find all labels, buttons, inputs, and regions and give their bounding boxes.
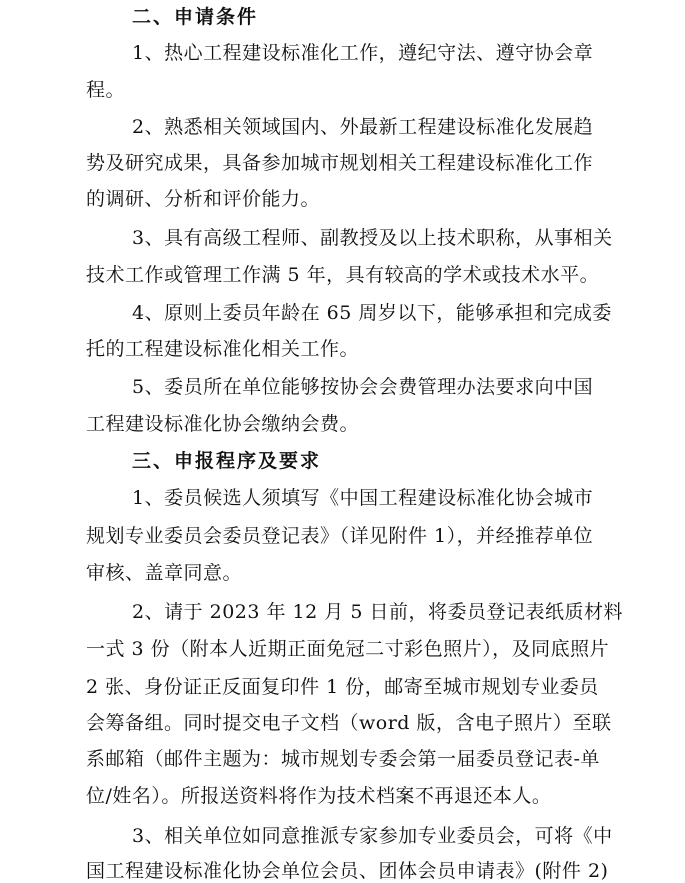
paragraph-line: 3、具有高级工程师、副教授及以上技术职称，从事相关 (132, 227, 613, 249)
paragraph-line: 2 张、身份证正反面复印件 1 份，邮寄至城市规划专业委员 (86, 676, 599, 698)
paragraph-line: 托的工程建设标准化相关工作。 (86, 338, 360, 360)
paragraph-line: 技术工作或管理工作满 5 年，具有较高的学术或技术水平。 (86, 264, 600, 286)
paragraph-line: 审核、盖章同意。 (86, 562, 243, 584)
paragraph-line: 1、委员候选人须填写《中国工程建设标准化协会城市 (132, 487, 594, 509)
paragraph-line: 3、相关单位如同意推派专家参加专业委员会，可将《中 (132, 825, 613, 847)
paragraph-line: 程。 (86, 79, 126, 101)
paragraph-line: 系邮箱（邮件主题为：城市规划专委会第一届委员登记表-单 (86, 748, 600, 770)
section-heading-conditions: 二、申请条件 (132, 6, 259, 28)
paragraph-line: 规划专业委员会委员登记表》（详见附件 1），并经推荐单位 (86, 525, 594, 547)
section-heading-procedure: 三、申报程序及要求 (132, 450, 322, 472)
paragraph-line: 国工程建设标准化协会单位会员、团体会员申请表》(附件 2) (86, 860, 609, 882)
paragraph-line: 一式 3 份（附本人近期正面免冠二寸彩色照片），及同底照片 (86, 638, 610, 660)
paragraph-line: 位/姓名）。所报送资料将作为技术档案不再退还本人。 (86, 785, 552, 807)
paragraph-line: 4、原则上委员年龄在 65 周岁以下，能够承担和完成委 (132, 302, 612, 324)
paragraph-line: 工程建设标准化协会缴纳会费。 (86, 413, 360, 435)
paragraph-line: 会筹备组。同时提交电子文档（word 版，含电子照片）至联 (86, 712, 612, 734)
paragraph-line: 5、委员所在单位能够按协会会费管理办法要求向中国 (132, 376, 594, 398)
paragraph-line: 的调研、分析和评价能力。 (86, 188, 321, 210)
paragraph-line: 2、熟悉相关领域国内、外最新工程建设标准化发展趋 (132, 116, 594, 138)
paragraph-line: 势及研究成果，具备参加城市规划相关工程建设标准化工作 (86, 152, 594, 174)
paragraph-line: 2、请于 2023 年 12 月 5 日前，将委员登记表纸质材料 (132, 601, 623, 623)
paragraph-line: 1、热心工程建设标准化工作，遵纪守法、遵守协会章 (132, 42, 594, 64)
